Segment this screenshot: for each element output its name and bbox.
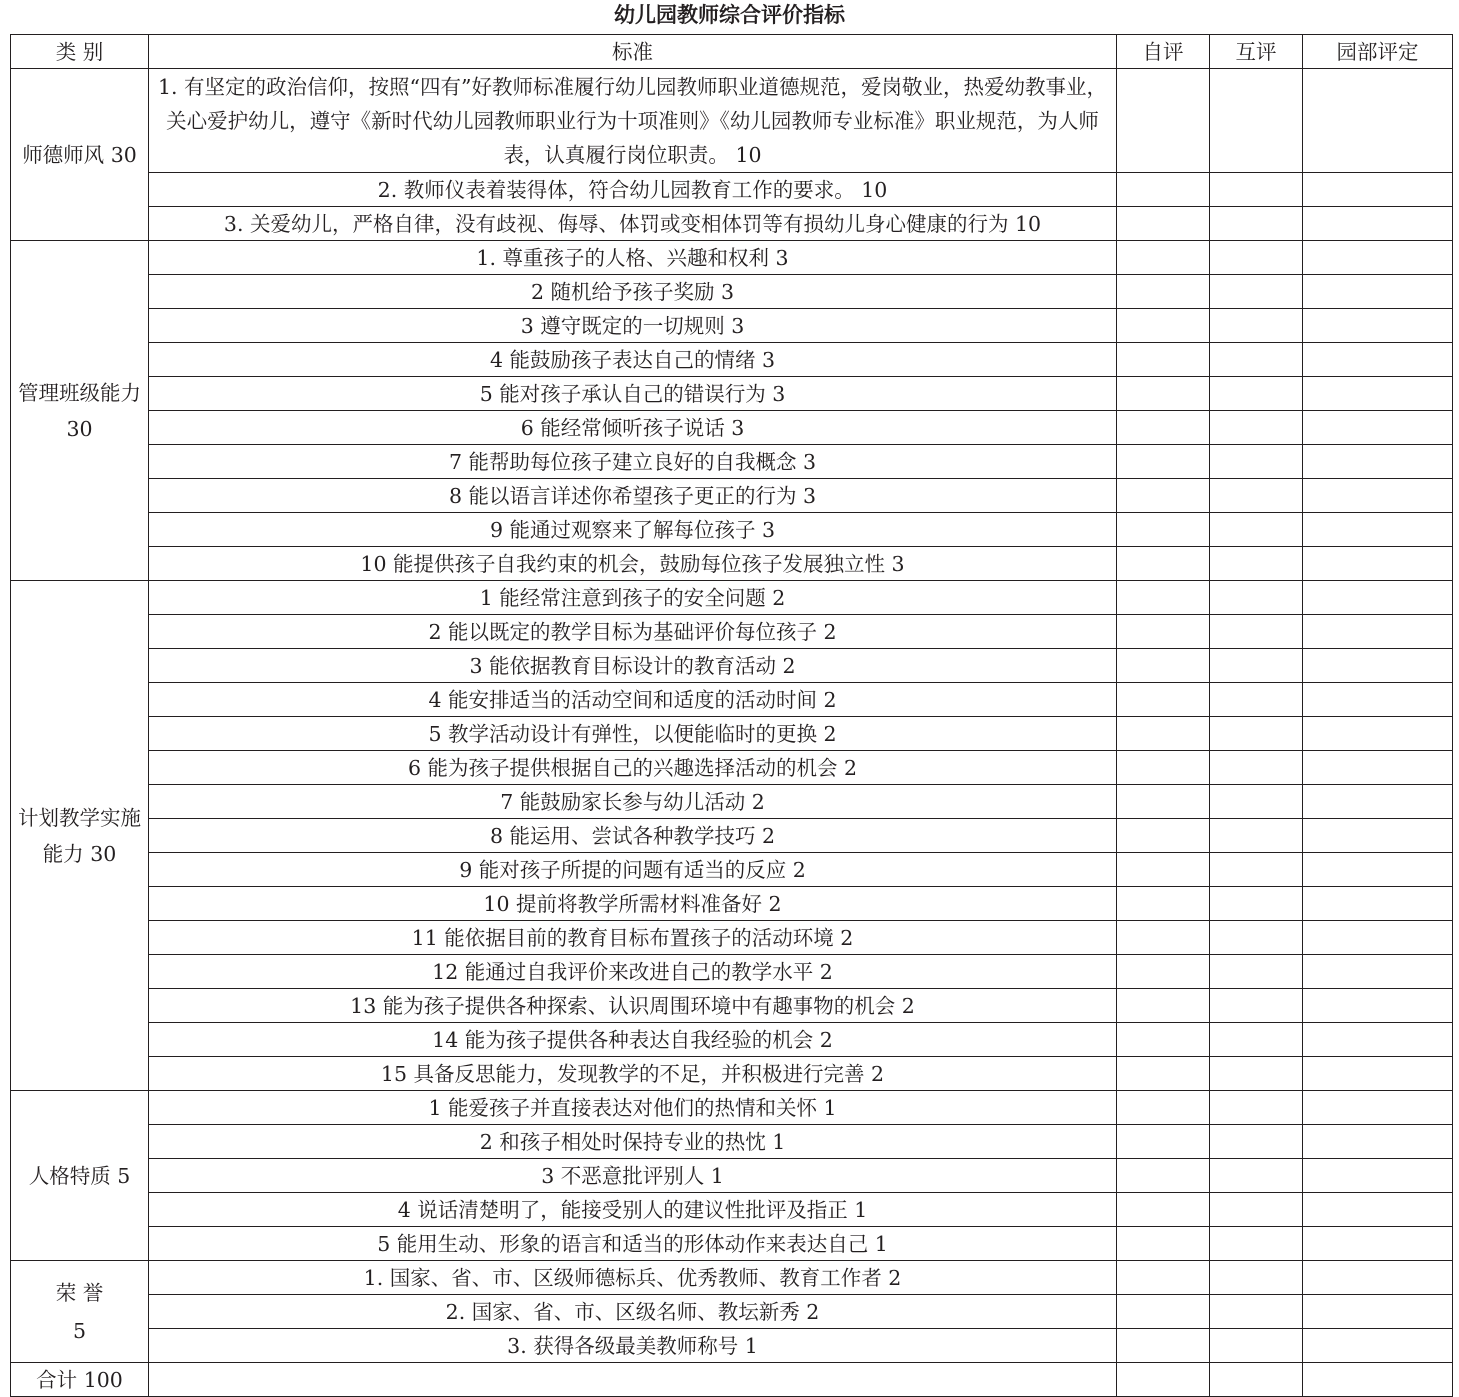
mutual-eval-cell[interactable] <box>1210 547 1303 581</box>
self-eval-cell[interactable] <box>1117 649 1210 683</box>
mutual-eval-cell[interactable] <box>1210 309 1303 343</box>
mutual-eval-cell[interactable] <box>1210 581 1303 615</box>
mutual-eval-cell[interactable] <box>1210 479 1303 513</box>
standard-cell: 11 能依据目前的教育目标布置孩子的活动环境 2 <box>149 921 1117 955</box>
mutual-eval-cell[interactable] <box>1210 819 1303 853</box>
standard-cell: 9 能通过观察来了解每位孩子 3 <box>149 513 1117 547</box>
category-honors: 荣 誉 5 <box>11 1261 149 1363</box>
school-eval-cell[interactable] <box>1303 479 1453 513</box>
standard-cell: 2. 教师仪表着装得体，符合幼儿园教育工作的要求。 10 <box>149 173 1117 207</box>
table-row <box>11 615 1453 649</box>
self-eval-cell[interactable] <box>1117 1125 1210 1159</box>
standard-cell: 2 随机给予孩子奖励 3 <box>149 275 1117 309</box>
self-eval-cell[interactable] <box>1117 683 1210 717</box>
school-eval-cell[interactable] <box>1303 717 1453 751</box>
self-eval-cell[interactable] <box>1117 411 1210 445</box>
mutual-eval-cell[interactable] <box>1210 1023 1303 1057</box>
standard-cell: 3. 获得各级最美教师称号 1 <box>149 1329 1117 1363</box>
self-eval-cell[interactable] <box>1117 1193 1210 1227</box>
table-row <box>11 1023 1453 1057</box>
school-eval-cell[interactable] <box>1303 377 1453 411</box>
mutual-eval-cell[interactable] <box>1210 1295 1303 1329</box>
mutual-eval-cell[interactable] <box>1210 207 1303 241</box>
self-eval-cell[interactable] <box>1117 1227 1210 1261</box>
table-row <box>11 1125 1453 1159</box>
mutual-eval-cell[interactable] <box>1210 275 1303 309</box>
self-eval-cell[interactable] <box>1117 921 1210 955</box>
table-row <box>11 581 1453 615</box>
self-eval-cell[interactable] <box>1117 1295 1210 1329</box>
table-row <box>11 445 1453 479</box>
table-row <box>11 819 1453 853</box>
school-eval-cell[interactable] <box>1303 207 1453 241</box>
standard-cell: 6 能经常倾听孩子说话 3 <box>149 411 1117 445</box>
school-eval-cell[interactable] <box>1303 819 1453 853</box>
category-teaching: 计划教学实施能力 30 <box>11 581 149 1091</box>
standard-cell: 3 能依据教育目标设计的教育活动 2 <box>149 649 1117 683</box>
standard-cell: 5 能用生动、形象的语言和适当的形体动作来表达自己 1 <box>149 1227 1117 1261</box>
standard-cell: 12 能通过自我评价来改进自己的教学水平 2 <box>149 955 1117 989</box>
school-eval-cell[interactable] <box>1303 69 1453 173</box>
table-row <box>11 69 1453 173</box>
self-eval-cell[interactable] <box>1117 547 1210 581</box>
self-eval-cell[interactable] <box>1117 69 1210 173</box>
header-row <box>11 35 1453 69</box>
total-standard-cell <box>149 1363 1117 1397</box>
table-row <box>11 513 1453 547</box>
self-eval-cell[interactable] <box>1117 717 1210 751</box>
standard-cell: 2. 国家、省、市、区级名师、教坛新秀 2 <box>149 1295 1117 1329</box>
self-eval-cell[interactable] <box>1117 1329 1210 1363</box>
self-eval-cell[interactable] <box>1117 615 1210 649</box>
mutual-eval-cell[interactable] <box>1210 1227 1303 1261</box>
mutual-eval-cell[interactable] <box>1210 615 1303 649</box>
self-eval-cell[interactable] <box>1117 377 1210 411</box>
school-eval-cell[interactable] <box>1303 989 1453 1023</box>
mutual-eval-cell[interactable] <box>1210 785 1303 819</box>
table-row <box>11 309 1453 343</box>
self-eval-cell[interactable] <box>1117 819 1210 853</box>
self-eval-cell[interactable] <box>1117 173 1210 207</box>
table-row <box>11 1091 1453 1125</box>
school-eval-cell[interactable] <box>1303 173 1453 207</box>
mutual-eval-cell[interactable] <box>1210 445 1303 479</box>
standard-cell: 1. 尊重孩子的人格、兴趣和权利 3 <box>149 241 1117 275</box>
table-row <box>11 377 1453 411</box>
mutual-eval-cell[interactable] <box>1210 649 1303 683</box>
total-self-cell[interactable] <box>1117 1363 1210 1397</box>
school-eval-cell[interactable] <box>1303 1227 1453 1261</box>
self-eval-cell[interactable] <box>1117 751 1210 785</box>
school-eval-cell[interactable] <box>1303 241 1453 275</box>
school-eval-cell[interactable] <box>1303 445 1453 479</box>
table-row <box>11 1227 1453 1261</box>
self-eval-cell[interactable] <box>1117 309 1210 343</box>
table-row <box>11 1159 1453 1193</box>
total-mutual-cell[interactable] <box>1210 1363 1303 1397</box>
school-eval-cell[interactable] <box>1303 921 1453 955</box>
standard-cell: 5 教学活动设计有弹性，以便能临时的更换 2 <box>149 717 1117 751</box>
table-row <box>11 207 1453 241</box>
mutual-eval-cell[interactable] <box>1210 343 1303 377</box>
mutual-eval-cell[interactable] <box>1210 1193 1303 1227</box>
self-eval-cell[interactable] <box>1117 853 1210 887</box>
mutual-eval-cell[interactable] <box>1210 1159 1303 1193</box>
table-row <box>11 887 1453 921</box>
standard-cell: 2 和孩子相处时保持专业的热忱 1 <box>149 1125 1117 1159</box>
standard-cell: 10 提前将教学所需材料准备好 2 <box>149 887 1117 921</box>
table-row <box>11 717 1453 751</box>
standard-cell: 9 能对孩子所提的问题有适当的反应 2 <box>149 853 1117 887</box>
table-row <box>11 649 1453 683</box>
table-row <box>11 241 1453 275</box>
table-row <box>11 411 1453 445</box>
school-eval-cell[interactable] <box>1303 955 1453 989</box>
self-eval-cell[interactable] <box>1117 479 1210 513</box>
mutual-eval-cell[interactable] <box>1210 411 1303 445</box>
category-class-management: 管理班级能力 30 <box>11 241 149 581</box>
self-eval-cell[interactable] <box>1117 207 1210 241</box>
table-row <box>11 1193 1453 1227</box>
self-eval-cell[interactable] <box>1117 513 1210 547</box>
standard-cell: 4 能鼓励孩子表达自己的情绪 3 <box>149 343 1117 377</box>
table-row <box>11 343 1453 377</box>
school-eval-cell[interactable] <box>1303 785 1453 819</box>
evaluation-table <box>10 34 1453 1397</box>
mutual-eval-cell[interactable] <box>1210 853 1303 887</box>
mutual-eval-cell[interactable] <box>1210 69 1303 173</box>
header-school-eval: 园部评定 <box>1303 35 1453 69</box>
document-title: 幼儿园教师综合评价指标 <box>614 3 845 27</box>
mutual-eval-cell[interactable] <box>1210 683 1303 717</box>
table-row <box>11 921 1453 955</box>
mutual-eval-cell[interactable] <box>1210 1125 1303 1159</box>
table-row <box>11 955 1453 989</box>
mutual-eval-cell[interactable] <box>1210 1091 1303 1125</box>
self-eval-cell[interactable] <box>1117 1159 1210 1193</box>
school-eval-cell[interactable] <box>1303 309 1453 343</box>
standard-cell: 8 能以语言详述你希望孩子更正的行为 3 <box>149 479 1117 513</box>
mutual-eval-cell[interactable] <box>1210 173 1303 207</box>
category-ethics: 师德师风 30 <box>11 69 149 241</box>
self-eval-cell[interactable] <box>1117 581 1210 615</box>
table-row <box>11 1057 1453 1091</box>
table-row <box>11 1329 1453 1363</box>
school-eval-cell[interactable] <box>1303 1193 1453 1227</box>
school-eval-cell[interactable] <box>1303 1091 1453 1125</box>
school-eval-cell[interactable] <box>1303 411 1453 445</box>
mutual-eval-cell[interactable] <box>1210 717 1303 751</box>
header-mutual-eval: 互评 <box>1210 35 1303 69</box>
school-eval-cell[interactable] <box>1303 853 1453 887</box>
school-eval-cell[interactable] <box>1303 581 1453 615</box>
category-personality: 人格特质 5 <box>11 1091 149 1261</box>
table-row <box>11 1261 1453 1295</box>
table-body <box>11 69 1453 1397</box>
table-row <box>11 173 1453 207</box>
mutual-eval-cell[interactable] <box>1210 377 1303 411</box>
table-row <box>11 683 1453 717</box>
mutual-eval-cell[interactable] <box>1210 241 1303 275</box>
standard-cell: 13 能为孩子提供各种探索、认识周围环境中有趣事物的机会 2 <box>149 989 1117 1023</box>
standard-cell: 3 不恶意批评别人 1 <box>149 1159 1117 1193</box>
standard-cell: 15 具备反思能力，发现教学的不足，并积极进行完善 2 <box>149 1057 1117 1091</box>
standard-cell: 7 能鼓励家长参与幼儿活动 2 <box>149 785 1117 819</box>
school-eval-cell[interactable] <box>1303 547 1453 581</box>
standard-cell: 7 能帮助每位孩子建立良好的自我概念 3 <box>149 445 1117 479</box>
table-row <box>11 853 1453 887</box>
total-label: 合计 100 <box>11 1363 149 1397</box>
self-eval-cell[interactable] <box>1117 1057 1210 1091</box>
table-row <box>11 751 1453 785</box>
mutual-eval-cell[interactable] <box>1210 513 1303 547</box>
mutual-eval-cell[interactable] <box>1210 989 1303 1023</box>
school-eval-cell[interactable] <box>1303 1329 1453 1363</box>
school-eval-cell[interactable] <box>1303 1023 1453 1057</box>
table-row <box>11 479 1453 513</box>
self-eval-cell[interactable] <box>1117 887 1210 921</box>
school-eval-cell[interactable] <box>1303 513 1453 547</box>
standard-cell: 6 能为孩子提供根据自己的兴趣选择活动的机会 2 <box>149 751 1117 785</box>
mutual-eval-cell[interactable] <box>1210 1329 1303 1363</box>
school-eval-cell[interactable] <box>1303 751 1453 785</box>
standard-cell: 8 能运用、尝试各种教学技巧 2 <box>149 819 1117 853</box>
self-eval-cell[interactable] <box>1117 275 1210 309</box>
mutual-eval-cell[interactable] <box>1210 1261 1303 1295</box>
standard-cell: 5 能对孩子承认自己的错误行为 3 <box>149 377 1117 411</box>
mutual-eval-cell[interactable] <box>1210 751 1303 785</box>
school-eval-cell[interactable] <box>1303 887 1453 921</box>
self-eval-cell[interactable] <box>1117 241 1210 275</box>
school-eval-cell[interactable] <box>1303 649 1453 683</box>
standard-cell: 1. 有坚定的政治信仰，按照“四有”好教师标准履行幼儿园教师职业道德规范，爱岗敬业，热爱幼教事业，关心爱护幼儿，遵守《新时代幼儿园教师职业行为十项准则》《幼儿园教师专业标准》职业规范，为人师表，认真履行岗位职责。 10 <box>149 69 1117 173</box>
self-eval-cell[interactable] <box>1117 955 1210 989</box>
school-eval-cell[interactable] <box>1303 1125 1453 1159</box>
self-eval-cell[interactable] <box>1117 1023 1210 1057</box>
standard-cell: 3 遵守既定的一切规则 3 <box>149 309 1117 343</box>
standard-cell: 1 能经常注意到孩子的安全问题 2 <box>149 581 1117 615</box>
header-self-eval: 自评 <box>1117 35 1210 69</box>
standard-cell: 2 能以既定的教学目标为基础评价每位孩子 2 <box>149 615 1117 649</box>
self-eval-cell[interactable] <box>1117 445 1210 479</box>
mutual-eval-cell[interactable] <box>1210 1057 1303 1091</box>
mutual-eval-cell[interactable] <box>1210 955 1303 989</box>
school-eval-cell[interactable] <box>1303 1295 1453 1329</box>
standard-cell: 1 能爱孩子并直接表达对他们的热情和关怀 1 <box>149 1091 1117 1125</box>
table-row <box>11 989 1453 1023</box>
school-eval-cell[interactable] <box>1303 1261 1453 1295</box>
mutual-eval-cell[interactable] <box>1210 921 1303 955</box>
total-school-cell[interactable] <box>1303 1363 1453 1397</box>
table-row <box>11 785 1453 819</box>
self-eval-cell[interactable] <box>1117 343 1210 377</box>
table-row <box>11 1295 1453 1329</box>
school-eval-cell[interactable] <box>1303 343 1453 377</box>
self-eval-cell[interactable] <box>1117 989 1210 1023</box>
header-category: 类 别 <box>11 35 149 69</box>
table-row <box>11 547 1453 581</box>
table-row <box>11 275 1453 309</box>
school-eval-cell[interactable] <box>1303 683 1453 717</box>
school-eval-cell[interactable] <box>1303 1057 1453 1091</box>
standard-cell: 3. 关爱幼儿，严格自律，没有歧视、侮辱、体罚或变相体罚等有损幼儿身心健康的行为 10 <box>149 207 1117 241</box>
self-eval-cell[interactable] <box>1117 785 1210 819</box>
self-eval-cell[interactable] <box>1117 1091 1210 1125</box>
school-eval-cell[interactable] <box>1303 275 1453 309</box>
standard-cell: 10 能提供孩子自我约束的机会，鼓励每位孩子发展独立性 3 <box>149 547 1117 581</box>
standard-cell: 1. 国家、省、市、区级师德标兵、优秀教师、教育工作者 2 <box>149 1261 1117 1295</box>
standard-cell: 14 能为孩子提供各种表达自我经验的机会 2 <box>149 1023 1117 1057</box>
mutual-eval-cell[interactable] <box>1210 887 1303 921</box>
total-row <box>11 1363 1453 1397</box>
standard-cell: 4 能安排适当的活动空间和适度的活动时间 2 <box>149 683 1117 717</box>
school-eval-cell[interactable] <box>1303 1159 1453 1193</box>
standard-cell: 4 说话清楚明了，能接受别人的建议性批评及指正 1 <box>149 1193 1117 1227</box>
self-eval-cell[interactable] <box>1117 1261 1210 1295</box>
school-eval-cell[interactable] <box>1303 615 1453 649</box>
header-standard: 标准 <box>149 35 1117 69</box>
